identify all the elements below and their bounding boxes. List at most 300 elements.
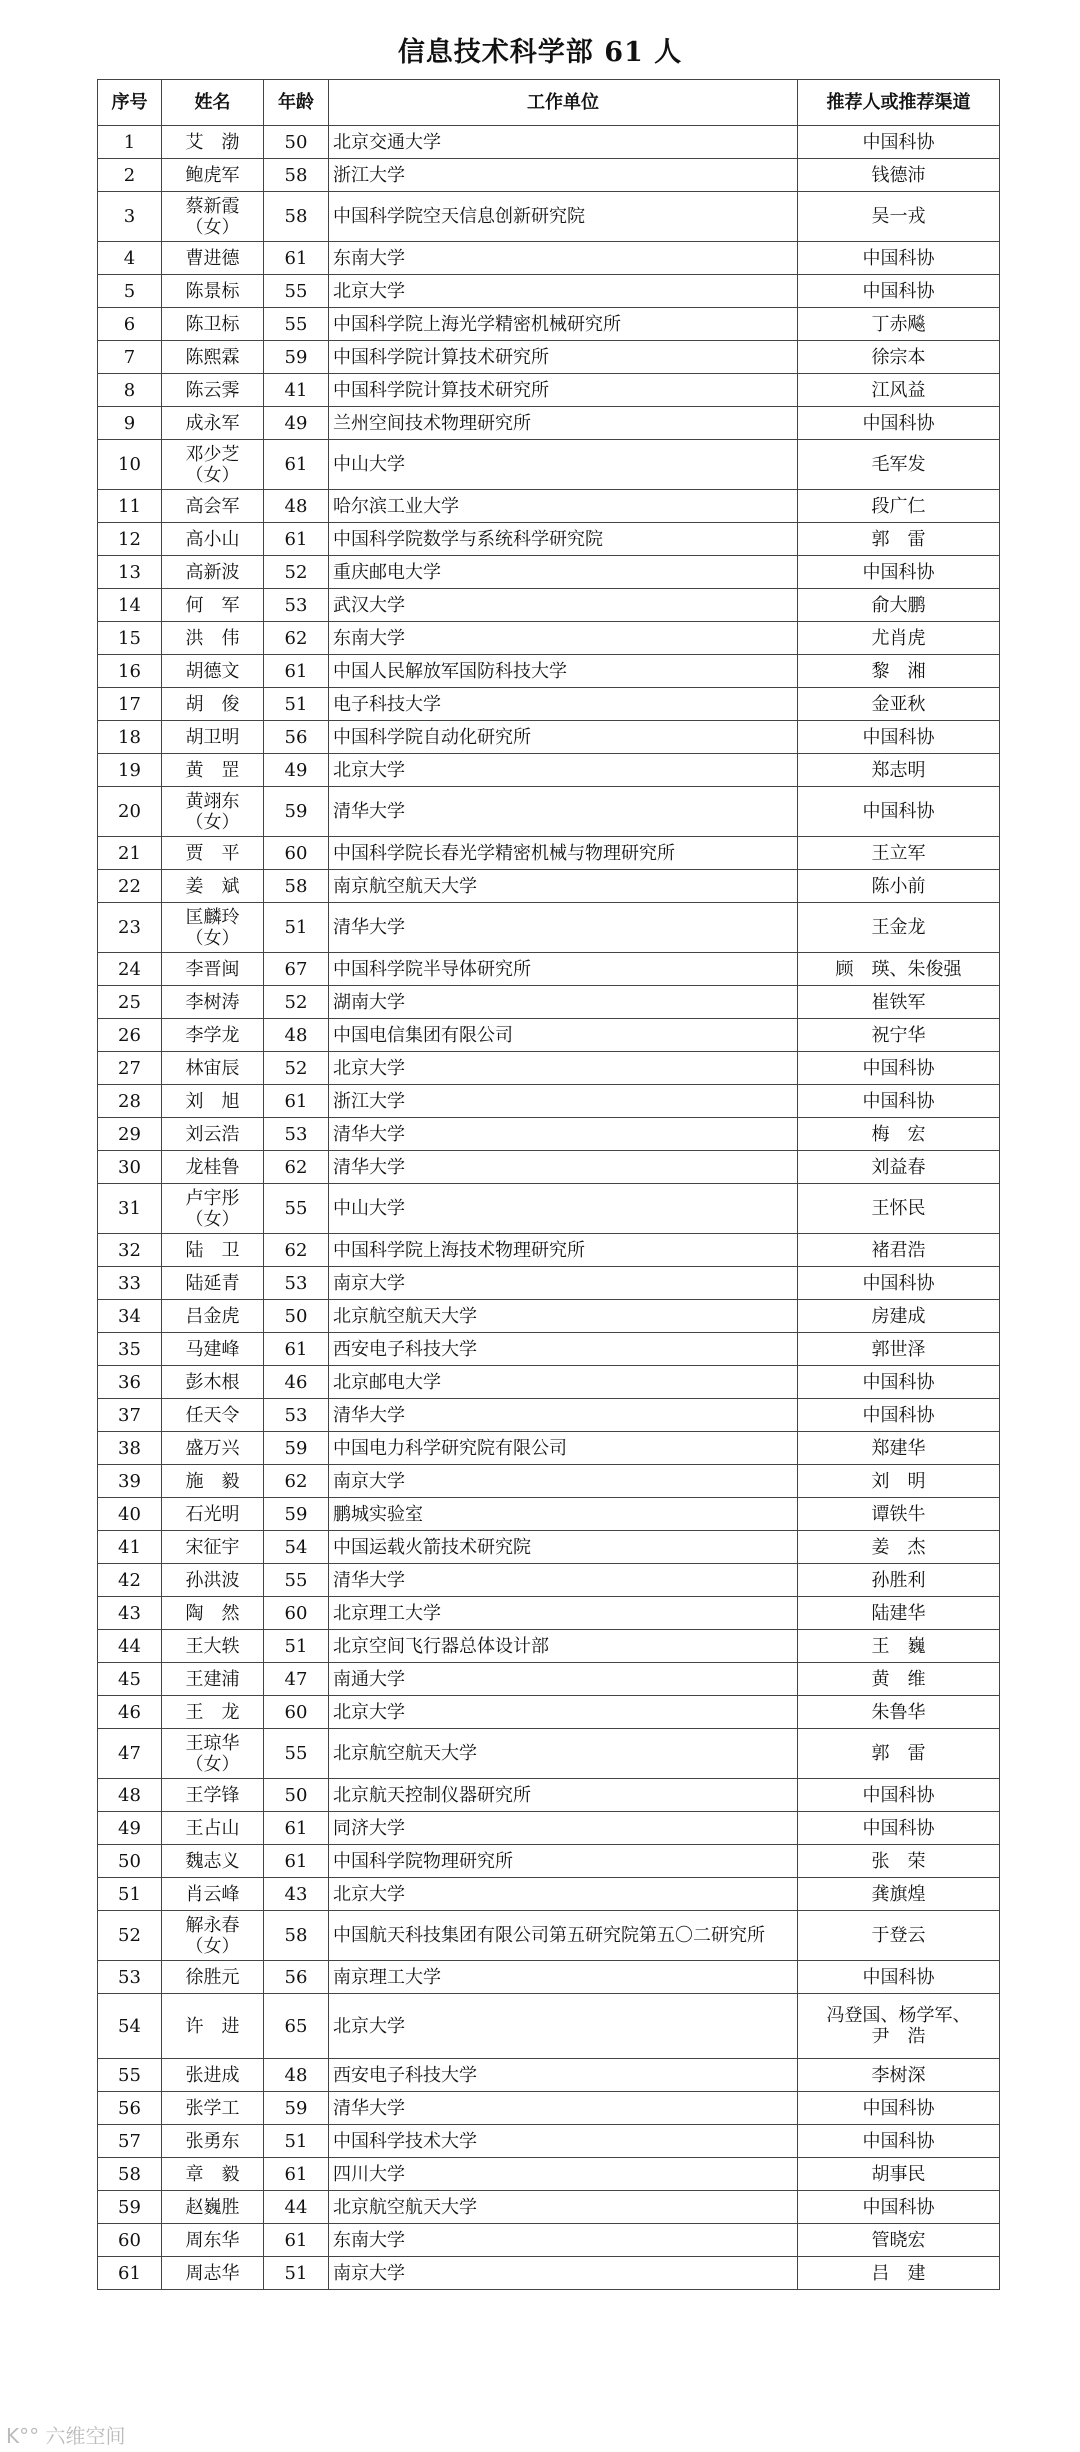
cell-age: 54	[264, 1531, 329, 1564]
cell-no: 30	[98, 1151, 162, 1184]
cell-age: 55	[264, 1729, 329, 1779]
cell-recommender: 中国科协	[798, 1812, 1000, 1845]
header-no: 序号	[98, 80, 162, 126]
cell-unit: 北京大学	[329, 754, 798, 787]
cell-name: 鲍虎军	[162, 159, 264, 192]
table-row	[98, 2158, 1000, 2191]
table-row	[98, 622, 1000, 655]
cell-name: 卢宇彤 （女）	[162, 1184, 264, 1234]
table-row	[98, 1184, 1000, 1234]
cell-age: 61	[264, 242, 329, 275]
cell-age: 59	[264, 341, 329, 374]
cell-age: 50	[264, 126, 329, 159]
cell-age: 60	[264, 1597, 329, 1630]
cell-name: 高新波	[162, 556, 264, 589]
table-row	[98, 1333, 1000, 1366]
cell-no: 5	[98, 275, 162, 308]
cell-no: 47	[98, 1729, 162, 1779]
cell-no: 49	[98, 1812, 162, 1845]
table-row	[98, 1729, 1000, 1779]
cell-recommender: 冯登国、杨学军、 尹 浩	[798, 1994, 1000, 2059]
member-table	[97, 79, 1000, 2290]
cell-unit: 北京航空航天大学	[329, 1300, 798, 1333]
cell-recommender: 丁赤飚	[798, 308, 1000, 341]
cell-name: 魏志义	[162, 1845, 264, 1878]
cell-name: 吕金虎	[162, 1300, 264, 1333]
cell-unit: 中国科学院计算技术研究所	[329, 374, 798, 407]
cell-age: 56	[264, 721, 329, 754]
cell-no: 19	[98, 754, 162, 787]
cell-age: 55	[264, 308, 329, 341]
table-row	[98, 159, 1000, 192]
cell-unit: 北京航空航天大学	[329, 1729, 798, 1779]
cell-recommender: 王金龙	[798, 903, 1000, 953]
cell-unit: 浙江大学	[329, 1085, 798, 1118]
cell-unit: 南通大学	[329, 1663, 798, 1696]
cell-no: 48	[98, 1779, 162, 1812]
cell-no: 6	[98, 308, 162, 341]
cell-unit: 武汉大学	[329, 589, 798, 622]
table-row	[98, 1052, 1000, 1085]
cell-age: 50	[264, 1300, 329, 1333]
cell-no: 40	[98, 1498, 162, 1531]
table-row	[98, 1845, 1000, 1878]
cell-name: 周东华	[162, 2224, 264, 2257]
table-row	[98, 837, 1000, 870]
cell-age: 58	[264, 870, 329, 903]
cell-no: 4	[98, 242, 162, 275]
cell-age: 56	[264, 1961, 329, 1994]
cell-name: 胡 俊	[162, 688, 264, 721]
cell-name: 刘 旭	[162, 1085, 264, 1118]
cell-unit: 电子科技大学	[329, 688, 798, 721]
cell-age: 46	[264, 1366, 329, 1399]
cell-age: 47	[264, 1663, 329, 1696]
cell-recommender: 王 巍	[798, 1630, 1000, 1663]
cell-name: 王占山	[162, 1812, 264, 1845]
cell-name: 艾 渤	[162, 126, 264, 159]
cell-no: 42	[98, 1564, 162, 1597]
table-row	[98, 2257, 1000, 2290]
cell-age: 53	[264, 1267, 329, 1300]
cell-name: 张勇东	[162, 2125, 264, 2158]
cell-age: 61	[264, 1085, 329, 1118]
cell-age: 48	[264, 490, 329, 523]
cell-no: 34	[98, 1300, 162, 1333]
cell-age: 59	[264, 1498, 329, 1531]
cell-age: 61	[264, 2224, 329, 2257]
cell-no: 7	[98, 341, 162, 374]
cell-name: 章 毅	[162, 2158, 264, 2191]
table-row	[98, 1465, 1000, 1498]
cell-age: 48	[264, 1019, 329, 1052]
cell-age: 61	[264, 1812, 329, 1845]
table-row	[98, 655, 1000, 688]
cell-unit: 中国运载火箭技术研究院	[329, 1531, 798, 1564]
cell-recommender: 中国科协	[798, 1399, 1000, 1432]
watermark-logo: K°° 六维空间	[6, 2424, 126, 2448]
cell-recommender: 崔铁军	[798, 986, 1000, 1019]
cell-no: 32	[98, 1234, 162, 1267]
cell-age: 58	[264, 192, 329, 242]
cell-recommender: 中国科协	[798, 126, 1000, 159]
cell-recommender: 中国科协	[798, 556, 1000, 589]
cell-no: 15	[98, 622, 162, 655]
cell-unit: 东南大学	[329, 622, 798, 655]
cell-unit: 北京交通大学	[329, 126, 798, 159]
table-row	[98, 341, 1000, 374]
cell-unit: 北京大学	[329, 275, 798, 308]
cell-recommender: 吴一戎	[798, 192, 1000, 242]
cell-recommender: 中国科协	[798, 2191, 1000, 2224]
cell-name: 张学工	[162, 2092, 264, 2125]
cell-no: 55	[98, 2059, 162, 2092]
cell-name: 刘云浩	[162, 1118, 264, 1151]
table-row	[98, 589, 1000, 622]
table-row	[98, 440, 1000, 490]
cell-age: 55	[264, 275, 329, 308]
cell-unit: 同济大学	[329, 1812, 798, 1845]
cell-age: 53	[264, 1118, 329, 1151]
table-row	[98, 523, 1000, 556]
cell-age: 58	[264, 1911, 329, 1961]
cell-age: 52	[264, 556, 329, 589]
cell-unit: 中国科学院自动化研究所	[329, 721, 798, 754]
cell-age: 65	[264, 1994, 329, 2059]
cell-recommender: 于登云	[798, 1911, 1000, 1961]
cell-age: 41	[264, 374, 329, 407]
cell-no: 31	[98, 1184, 162, 1234]
cell-recommender: 胡事民	[798, 2158, 1000, 2191]
cell-name: 解永春 （女）	[162, 1911, 264, 1961]
cell-unit: 哈尔滨工业大学	[329, 490, 798, 523]
table-row	[98, 1961, 1000, 1994]
cell-unit: 中国电力科学研究院有限公司	[329, 1432, 798, 1465]
header-name: 姓名	[162, 80, 264, 126]
cell-recommender: 中国科协	[798, 1052, 1000, 1085]
page-title: 信息技术科学部 61 人	[397, 37, 683, 68]
table-row	[98, 1564, 1000, 1597]
cell-no: 52	[98, 1911, 162, 1961]
cell-no: 20	[98, 787, 162, 837]
cell-name: 陈景标	[162, 275, 264, 308]
table-row	[98, 242, 1000, 275]
cell-age: 51	[264, 1630, 329, 1663]
table-row	[98, 192, 1000, 242]
cell-no: 39	[98, 1465, 162, 1498]
cell-name: 王 龙	[162, 1696, 264, 1729]
cell-name: 林宙辰	[162, 1052, 264, 1085]
cell-no: 2	[98, 159, 162, 192]
cell-name: 王建浦	[162, 1663, 264, 1696]
cell-age: 52	[264, 1052, 329, 1085]
cell-age: 59	[264, 2092, 329, 2125]
cell-age: 62	[264, 622, 329, 655]
cell-unit: 中山大学	[329, 1184, 798, 1234]
cell-recommender: 中国科协	[798, 721, 1000, 754]
cell-age: 55	[264, 1564, 329, 1597]
table-row	[98, 953, 1000, 986]
cell-no: 17	[98, 688, 162, 721]
cell-recommender: 房建成	[798, 1300, 1000, 1333]
cell-unit: 南京理工大学	[329, 1961, 798, 1994]
table-row	[98, 1019, 1000, 1052]
table-row	[98, 1432, 1000, 1465]
table-row	[98, 1812, 1000, 1845]
cell-recommender: 中国科协	[798, 407, 1000, 440]
cell-no: 18	[98, 721, 162, 754]
cell-unit: 四川大学	[329, 2158, 798, 2191]
cell-unit: 东南大学	[329, 242, 798, 275]
cell-recommender: 吕 建	[798, 2257, 1000, 2290]
cell-age: 49	[264, 407, 329, 440]
table-row	[98, 1630, 1000, 1663]
cell-age: 62	[264, 1465, 329, 1498]
cell-no: 58	[98, 2158, 162, 2191]
cell-unit: 浙江大学	[329, 159, 798, 192]
cell-age: 61	[264, 1845, 329, 1878]
table-row	[98, 1118, 1000, 1151]
table-row	[98, 1085, 1000, 1118]
cell-name: 陶 然	[162, 1597, 264, 1630]
table-row	[98, 754, 1000, 787]
cell-no: 59	[98, 2191, 162, 2224]
cell-recommender: 郑志明	[798, 754, 1000, 787]
cell-age: 53	[264, 1399, 329, 1432]
cell-name: 马建峰	[162, 1333, 264, 1366]
cell-unit: 湖南大学	[329, 986, 798, 1019]
cell-unit: 西安电子科技大学	[329, 1333, 798, 1366]
cell-recommender: 徐宗本	[798, 341, 1000, 374]
cell-no: 33	[98, 1267, 162, 1300]
cell-no: 27	[98, 1052, 162, 1085]
cell-unit: 北京航空航天大学	[329, 2191, 798, 2224]
cell-name: 黄翊东 （女）	[162, 787, 264, 837]
cell-no: 8	[98, 374, 162, 407]
cell-age: 51	[264, 903, 329, 953]
cell-name: 任天令	[162, 1399, 264, 1432]
cell-recommender: 俞大鹏	[798, 589, 1000, 622]
cell-age: 61	[264, 655, 329, 688]
cell-recommender: 王怀民	[798, 1184, 1000, 1234]
cell-recommender: 褚君浩	[798, 1234, 1000, 1267]
cell-unit: 东南大学	[329, 2224, 798, 2257]
cell-unit: 中国电信集团有限公司	[329, 1019, 798, 1052]
table-row	[98, 2059, 1000, 2092]
cell-unit: 中国科学院长春光学精密机械与物理研究所	[329, 837, 798, 870]
table-row	[98, 1663, 1000, 1696]
cell-no: 12	[98, 523, 162, 556]
cell-age: 51	[264, 688, 329, 721]
cell-age: 58	[264, 159, 329, 192]
cell-recommender: 陆建华	[798, 1597, 1000, 1630]
cell-no: 57	[98, 2125, 162, 2158]
cell-recommender: 祝宁华	[798, 1019, 1000, 1052]
cell-age: 59	[264, 1432, 329, 1465]
cell-no: 24	[98, 953, 162, 986]
cell-no: 38	[98, 1432, 162, 1465]
table-row	[98, 870, 1000, 903]
cell-age: 62	[264, 1234, 329, 1267]
cell-recommender: 顾 瑛、朱俊强	[798, 953, 1000, 986]
table-row	[98, 275, 1000, 308]
table-row	[98, 1531, 1000, 1564]
table-row	[98, 2191, 1000, 2224]
cell-no: 61	[98, 2257, 162, 2290]
cell-unit: 中国科学技术大学	[329, 2125, 798, 2158]
cell-unit: 中国人民解放军国防科技大学	[329, 655, 798, 688]
cell-unit: 北京大学	[329, 1696, 798, 1729]
cell-no: 28	[98, 1085, 162, 1118]
cell-unit: 清华大学	[329, 903, 798, 953]
cell-name: 陆延青	[162, 1267, 264, 1300]
cell-unit: 清华大学	[329, 1151, 798, 1184]
cell-no: 11	[98, 490, 162, 523]
cell-unit: 北京理工大学	[329, 1597, 798, 1630]
cell-age: 49	[264, 754, 329, 787]
cell-name: 陈熙霖	[162, 341, 264, 374]
table-row	[98, 374, 1000, 407]
table-row	[98, 1498, 1000, 1531]
cell-name: 盛万兴	[162, 1432, 264, 1465]
table-row	[98, 1696, 1000, 1729]
table-row	[98, 903, 1000, 953]
cell-no: 45	[98, 1663, 162, 1696]
cell-no: 25	[98, 986, 162, 1019]
cell-name: 龙桂鲁	[162, 1151, 264, 1184]
cell-recommender: 龚旗煌	[798, 1878, 1000, 1911]
table-row	[98, 2224, 1000, 2257]
cell-name: 洪 伟	[162, 622, 264, 655]
cell-unit: 清华大学	[329, 1564, 798, 1597]
cell-unit: 清华大学	[329, 787, 798, 837]
table-row	[98, 1234, 1000, 1267]
cell-recommender: 中国科协	[798, 242, 1000, 275]
cell-age: 51	[264, 2257, 329, 2290]
cell-recommender: 中国科协	[798, 2125, 1000, 2158]
cell-unit: 中国科学院数学与系统科学研究院	[329, 523, 798, 556]
table-row	[98, 986, 1000, 1019]
table-row	[98, 2125, 1000, 2158]
cell-name: 王学锋	[162, 1779, 264, 1812]
cell-name: 王琼华 （女）	[162, 1729, 264, 1779]
cell-no: 16	[98, 655, 162, 688]
cell-no: 10	[98, 440, 162, 490]
cell-recommender: 中国科协	[798, 2092, 1000, 2125]
cell-unit: 清华大学	[329, 1399, 798, 1432]
cell-name: 肖云峰	[162, 1878, 264, 1911]
cell-no: 23	[98, 903, 162, 953]
cell-age: 67	[264, 953, 329, 986]
cell-unit: 鹏城实验室	[329, 1498, 798, 1531]
cell-unit: 清华大学	[329, 2092, 798, 2125]
cell-name: 陆 卫	[162, 1234, 264, 1267]
cell-no: 9	[98, 407, 162, 440]
table-row	[98, 721, 1000, 754]
cell-unit: 中山大学	[329, 440, 798, 490]
table-row	[98, 308, 1000, 341]
cell-no: 13	[98, 556, 162, 589]
cell-recommender: 孙胜利	[798, 1564, 1000, 1597]
cell-no: 46	[98, 1696, 162, 1729]
cell-age: 61	[264, 523, 329, 556]
cell-age: 62	[264, 1151, 329, 1184]
cell-recommender: 郭 雷	[798, 1729, 1000, 1779]
cell-name: 李晋闽	[162, 953, 264, 986]
cell-name: 徐胜元	[162, 1961, 264, 1994]
cell-name: 胡德文	[162, 655, 264, 688]
header-unit: 工作单位	[329, 80, 798, 126]
cell-no: 1	[98, 126, 162, 159]
cell-recommender: 刘益春	[798, 1151, 1000, 1184]
cell-recommender: 管晓宏	[798, 2224, 1000, 2257]
cell-unit: 北京大学	[329, 1052, 798, 1085]
cell-age: 48	[264, 2059, 329, 2092]
cell-recommender: 郭世泽	[798, 1333, 1000, 1366]
cell-recommender: 李树深	[798, 2059, 1000, 2092]
cell-no: 41	[98, 1531, 162, 1564]
cell-no: 29	[98, 1118, 162, 1151]
cell-unit: 北京大学	[329, 1994, 798, 2059]
table-row	[98, 1878, 1000, 1911]
cell-name: 黄 罡	[162, 754, 264, 787]
cell-recommender: 中国科协	[798, 787, 1000, 837]
table-row	[98, 126, 1000, 159]
cell-recommender: 张 荣	[798, 1845, 1000, 1878]
cell-unit: 中国科学院空天信息创新研究院	[329, 192, 798, 242]
cell-no: 60	[98, 2224, 162, 2257]
table-row	[98, 1911, 1000, 1961]
cell-name: 王大轶	[162, 1630, 264, 1663]
cell-name: 姜 斌	[162, 870, 264, 903]
cell-unit: 南京大学	[329, 1267, 798, 1300]
cell-name: 施 毅	[162, 1465, 264, 1498]
cell-age: 53	[264, 589, 329, 622]
cell-age: 55	[264, 1184, 329, 1234]
cell-age: 60	[264, 837, 329, 870]
cell-no: 21	[98, 837, 162, 870]
cell-recommender: 中国科协	[798, 1779, 1000, 1812]
cell-unit: 重庆邮电大学	[329, 556, 798, 589]
cell-age: 44	[264, 2191, 329, 2224]
cell-unit: 中国科学院半导体研究所	[329, 953, 798, 986]
table-row	[98, 1300, 1000, 1333]
cell-unit: 北京大学	[329, 1878, 798, 1911]
cell-name: 何 军	[162, 589, 264, 622]
cell-age: 61	[264, 1333, 329, 1366]
cell-recommender: 梅 宏	[798, 1118, 1000, 1151]
cell-name: 高会军	[162, 490, 264, 523]
cell-recommender: 黎 湘	[798, 655, 1000, 688]
cell-no: 22	[98, 870, 162, 903]
cell-name: 石光明	[162, 1498, 264, 1531]
cell-no: 37	[98, 1399, 162, 1432]
table-row	[98, 1994, 1000, 2059]
cell-no: 26	[98, 1019, 162, 1052]
cell-recommender: 郑建华	[798, 1432, 1000, 1465]
cell-unit: 清华大学	[329, 1118, 798, 1151]
cell-recommender: 尤肖虎	[798, 622, 1000, 655]
cell-recommender: 钱德沛	[798, 159, 1000, 192]
cell-no: 53	[98, 1961, 162, 1994]
cell-recommender: 朱鲁华	[798, 1696, 1000, 1729]
cell-unit: 西安电子科技大学	[329, 2059, 798, 2092]
cell-name: 曹进德	[162, 242, 264, 275]
cell-no: 50	[98, 1845, 162, 1878]
cell-age: 59	[264, 787, 329, 837]
cell-age: 60	[264, 1696, 329, 1729]
table-row	[98, 407, 1000, 440]
